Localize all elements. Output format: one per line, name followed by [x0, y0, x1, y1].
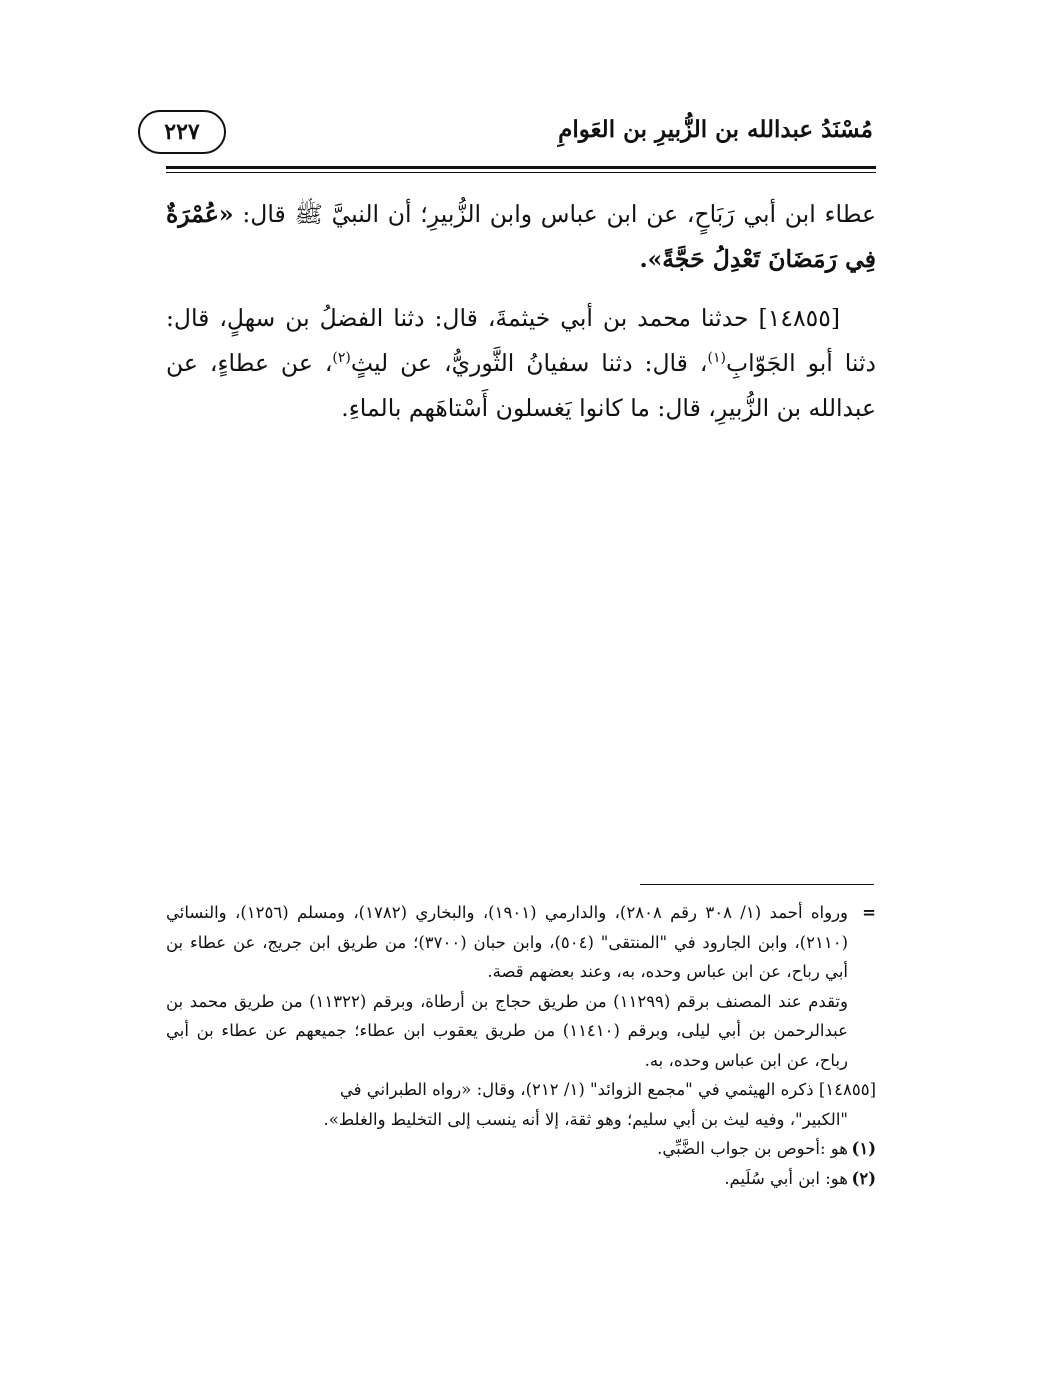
hadith-number: [١٤٨٥٥]	[758, 304, 840, 332]
footnote-2-marker: (٢)	[851, 1168, 876, 1188]
footnote-ref-2: (٢)	[332, 350, 351, 367]
header-rule-thick	[166, 166, 876, 169]
page-number: ٢٢٧	[164, 119, 200, 145]
hadith-footnote	[166, 1075, 876, 1105]
footnote-continuation-paragraph-2: وتقدم عند المصنف برقم (١١٢٩٩) من طريق حجاج بن أرطاة، وبرقم (١١٣٢٢) من طريق محمد بن عبدالرحمن بن أبي ليلى، وبرقم (١١٤١٠) من طريق يعقوب ابن عطاء؛ جميعهم عن عطاء بن أبي رباح، عن ابن عباس وحده، به.	[166, 991, 848, 1070]
hadith-text-part2: ، قال: دثنا سفيانُ الثَّوريُّ، عن ليثٍ	[350, 349, 708, 377]
hadith-footnote-marker: [١٤٨٥٥]	[818, 1080, 876, 1099]
hadith-text-part3: ، عن عطاءٍ، عن عبدالله بن الزُّبيرِ، قال: ما كانوا يَغسلون أَسْتاهَهم بالماءِ.	[166, 349, 876, 422]
footnote-separator	[640, 884, 874, 885]
main-text	[166, 192, 876, 431]
hadith-footnote-text: ذكره الهيثمي في "مجمع الزوائد" (١/ ٢١٢)، وقال: «رواه الطبراني في	[339, 1080, 814, 1099]
footnotes-section	[166, 898, 876, 1193]
continuation-text: عطاء ابن أبي رَبَاحٍ، عن ابن عباس وابن الزُّبيرِ؛ أن النبيَّ ﷺ قال:	[242, 200, 876, 228]
footnote-continuation-text: ورواه أحمد (١/ ٣٠٨ رقم ٢٨٠٨)، والدارمي (١٩٠١)، والبخاري (١٧٨٢)، ومسلم (١٢٥٦)، والنسائي (٢١١٠)، وابن الجارود في "المنتقى" (٥٠٤)، وابن حبان (٣٧٠٠)؛ من طريق ابن جريج، عن عطاء بن أبي رباح، عن ابن عباس وحده، به، وعند بعضهم قصة.	[166, 903, 849, 981]
footnote-2	[166, 1164, 876, 1194]
hadith-text-part1: حدثنا محمد بن أبي خيثمةَ، قال: دثنا الفضلُ بن سهلٍ، قال: دثنا أبو الجَوّابِ	[166, 304, 877, 377]
hadith-14855	[166, 296, 876, 431]
footnote-continuation	[166, 898, 876, 987]
running-head-title: مُسْنَدُ عبدالله بن الزُّبيرِ بن العَوامِ	[558, 116, 873, 143]
header-rule-thin	[166, 172, 876, 173]
previous-hadith-continuation	[166, 192, 876, 282]
page-number-badge	[138, 110, 226, 154]
continuation-marker: =	[862, 903, 876, 922]
footnote-ref-1: (١)	[707, 350, 726, 367]
hadith-footnote-text-continued: "الكبير"، وفيه ليث بن أبي سليم؛ وهو ثقة، إلا أنه ينسب إلى التخليط والغلط».	[323, 1109, 848, 1129]
footnote-1	[166, 1134, 876, 1164]
footnote-1-marker: (١)	[851, 1139, 876, 1158]
prophetic-quote: «عُمْرَةٌ فِي رَمَضَانَ تَعْدِلُ حَجَّةً».	[166, 200, 876, 273]
footnote-1-text: هو :أحوص بن جواب الضَّبِّي.	[657, 1139, 848, 1158]
footnote-2-text: هو: ابن أبي سُلَيم.	[724, 1168, 848, 1188]
